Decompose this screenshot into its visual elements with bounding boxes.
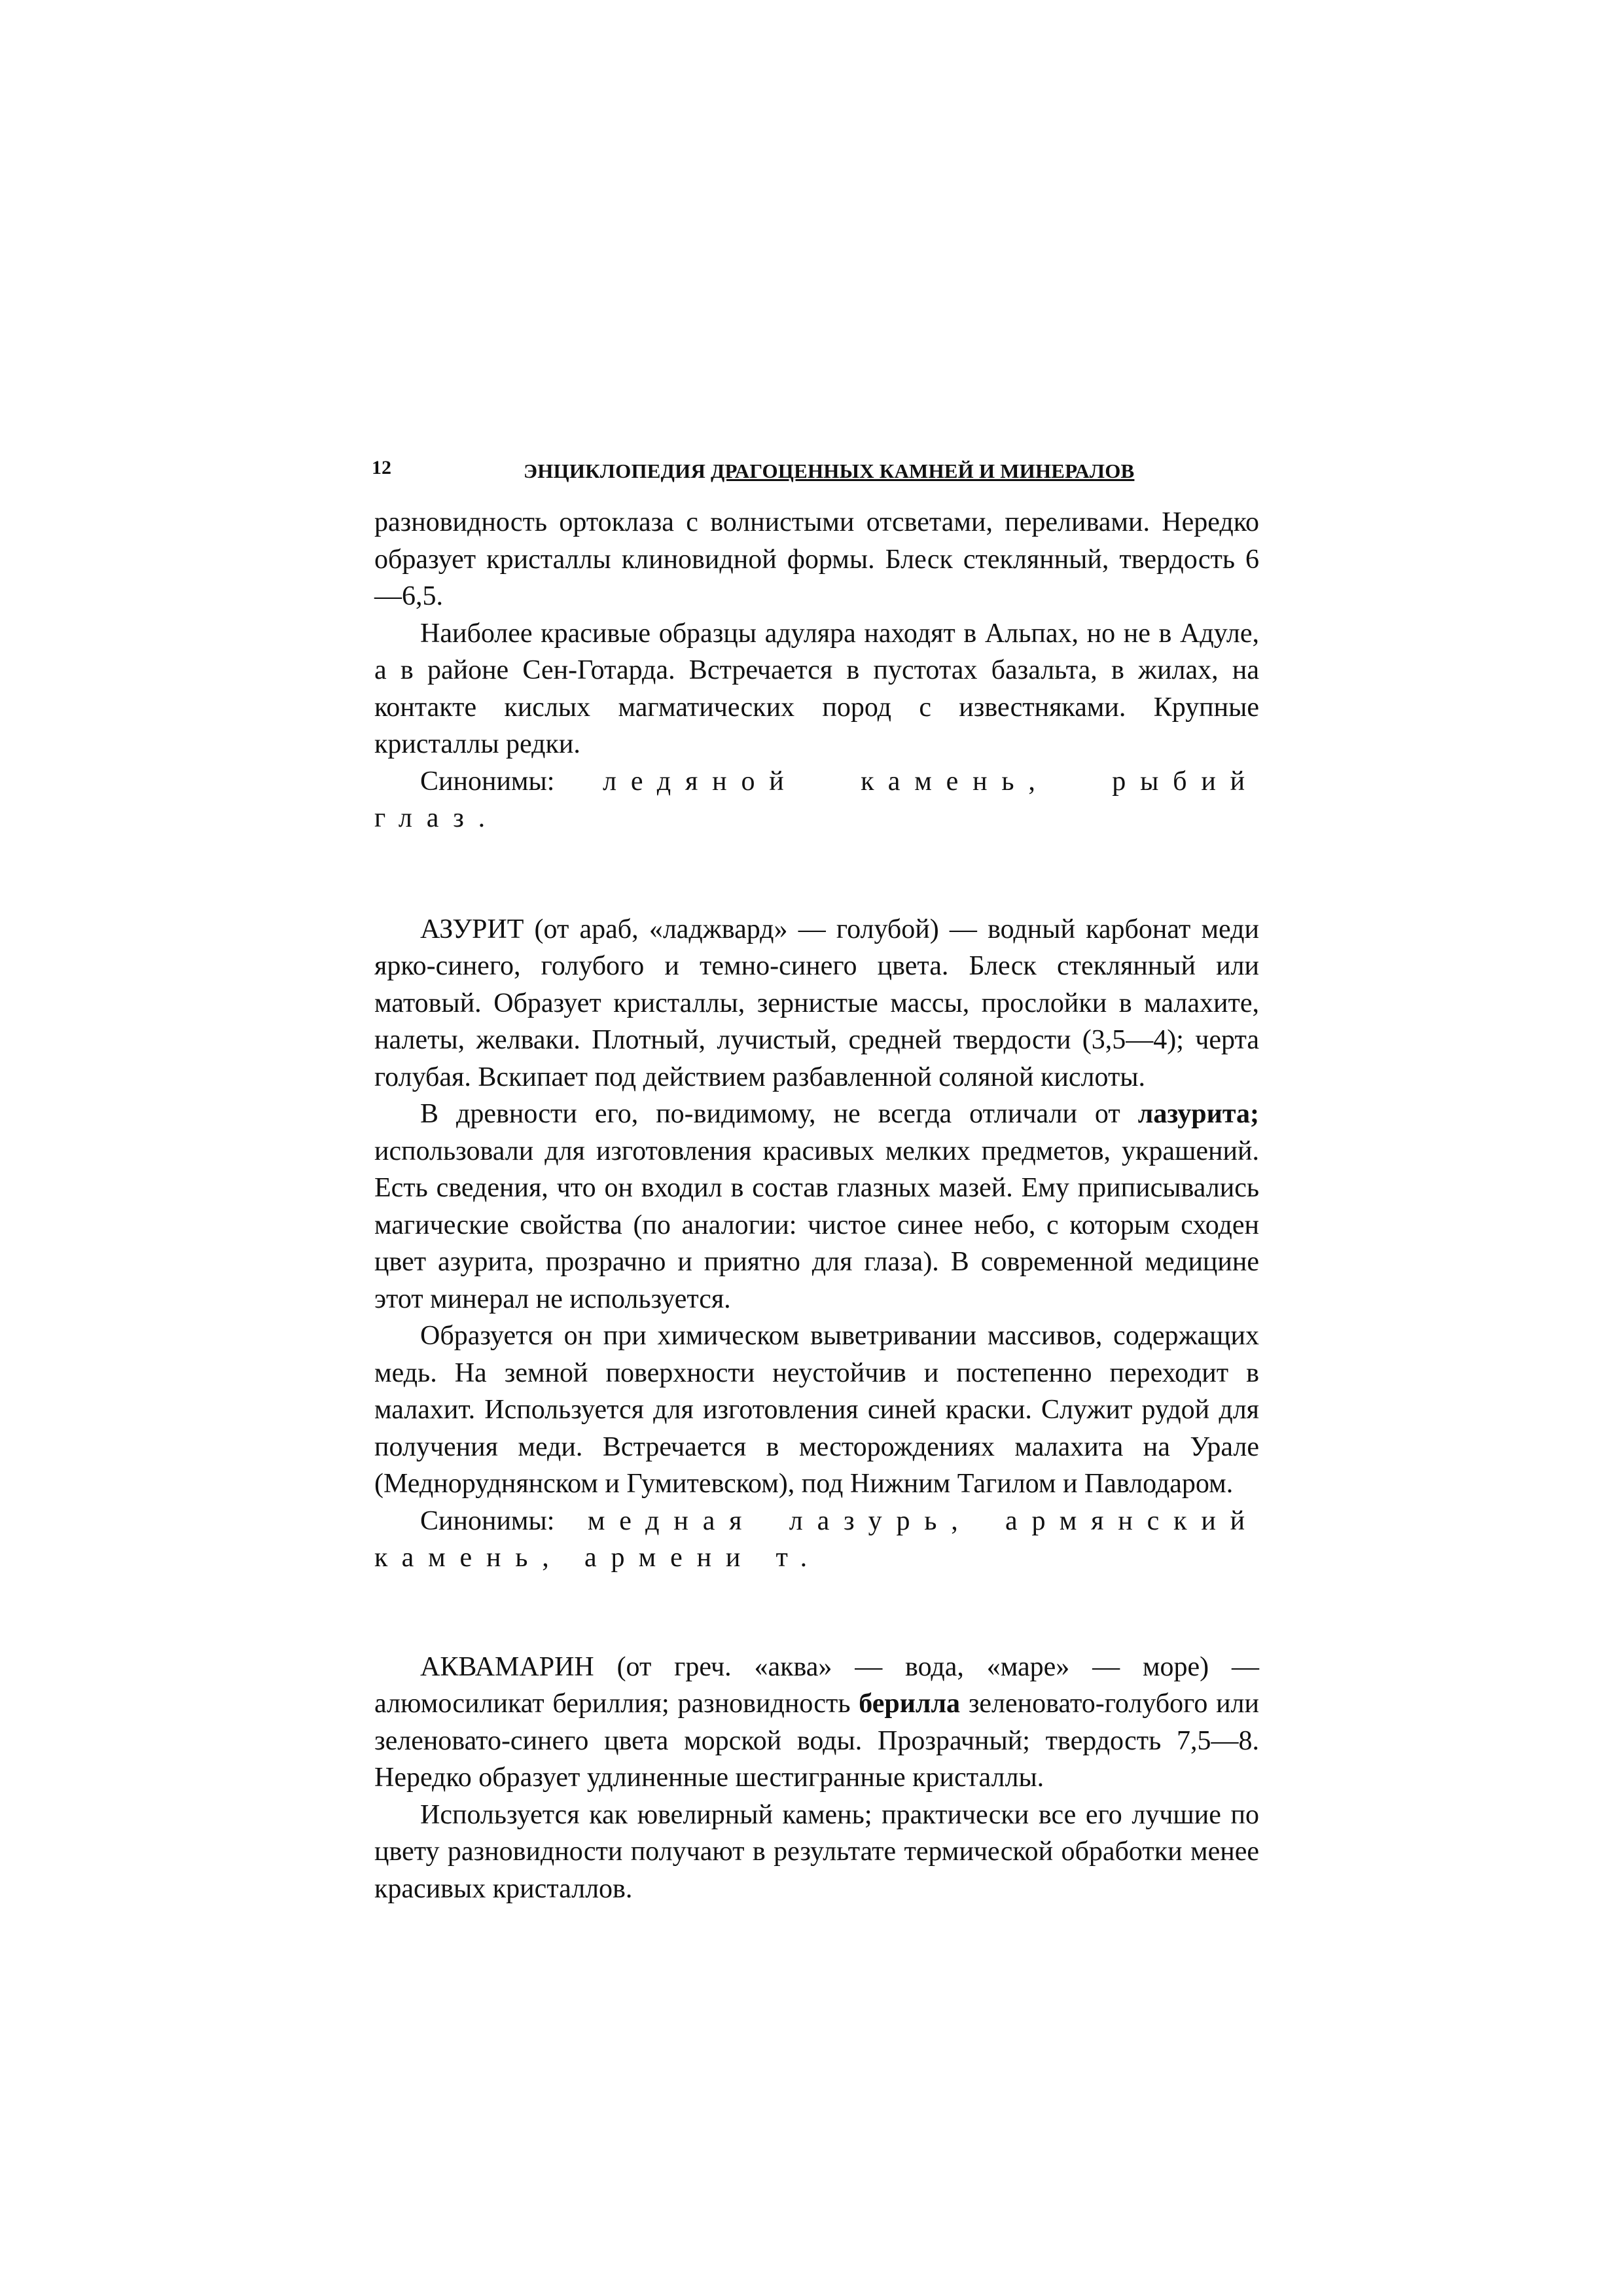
aquamarine-p1-text-a: АКВАМАРИН (от греч. «аква» — вода, «маре» — море) — алюмосиликат бериллия; разновидность <box>374 1651 1259 1719</box>
synonyms-label: Синонимы: <box>420 1505 555 1536</box>
azurite-p2-text-b: использовали для изготовления красивых мелких предметов, украшений. Есть сведения, что он входил в состав глазных мазей. Ему приписывались магические свойства (по аналогии: чистое синее небо, с которым сходен цвет азурита, прозрачно и приятно для глаза). В современной медицине этот минерал не используется. <box>374 1136 1259 1314</box>
azurite-p2-text-a: В древности его, по-видимому, не всегда отличали от <box>420 1099 1138 1129</box>
synonyms-text: медная лазурь, армянский <box>587 1505 1259 1536</box>
azurite-paragraph-3: Образуется он при химическом выветривании массивов, содержащих медь. На земной поверхности неустойчив и постепенно переходит в малахит. Используется для изготовления синей краски. Служит рудой для получения меди. Встречается в месторождениях малахита на Урале (Медноруднянском и Гумитевском), под Нижним Тагилом и Павлодаром. <box>374 1321 1259 1499</box>
page-number: 12 <box>372 457 391 478</box>
running-title-part2: ДРАГОЦЕННЫХ КАМНЕЙ И МИНЕРАЛОВ <box>711 459 1135 482</box>
section-gap <box>374 1577 1259 1649</box>
azurite-paragraph-2 <box>374 1096 1259 1318</box>
aquamarine-p1-text-b: зеленовато-голубого или зеленовато-синего цвета морской воды. Прозрачный; твердость 7,5—8. Нередко образует удлиненные шестигранные кристаллы. <box>374 1689 1259 1793</box>
adular-synonyms <box>374 763 1259 837</box>
azurite-synonyms-line-2: камень, армени т. <box>374 1543 821 1573</box>
cross-reference-lazurite: лазурита; <box>1137 1099 1259 1129</box>
adular-paragraph-2: Наиболее красивые образцы адуляра находят в Альпах, но не в Адуле, а в районе Сен-Готарда. Встречается в пустотах базальта, в жилах, на контакте кислых магматических пород с известняками. Крупные кристаллы редки. <box>374 618 1259 759</box>
synonyms-label: Синонимы: <box>420 766 555 797</box>
cross-reference-beryl: берилла <box>859 1689 961 1719</box>
aquamarine-paragraph-1 <box>374 1649 1259 1797</box>
page-header <box>372 452 1262 491</box>
azurite-synonyms-line-1 <box>374 1503 1259 1540</box>
page-body <box>374 504 1259 1907</box>
section-gap <box>374 837 1259 911</box>
adular-paragraph-1: разновидность ортоклаза с волнистыми отсветами, переливами. Нередко образует кристаллы клиновидной формы. Блеск стеклянный, твердость 6—6,5. <box>374 507 1259 611</box>
synonyms-text: ледяной камень, рыбий глаз. <box>374 766 1259 833</box>
running-title-part1: ЭНЦИКЛОПЕДИЯ <box>524 459 711 482</box>
running-title <box>524 459 1134 483</box>
aquamarine-paragraph-2: Используется как ювелирный камень; практически все его лучшие по цвету разновидности получают в результате термической обработки менее красивых кристаллов. <box>374 1799 1259 1904</box>
azurite-paragraph-1: АЗУРИТ (от араб, «ладжвард» — голубой) — водный карбонат меди ярко-синего, голубого и темно-синего цвета. Блеск стеклянный или матовый. Образует кристаллы, зернистые массы, прослойки в малахите, налеты, желваки. Плотный, лучистый, средней твердости (3,5—4); черта голубая. Вскипает под действием разбавленной соляной кислоты. <box>374 914 1259 1092</box>
